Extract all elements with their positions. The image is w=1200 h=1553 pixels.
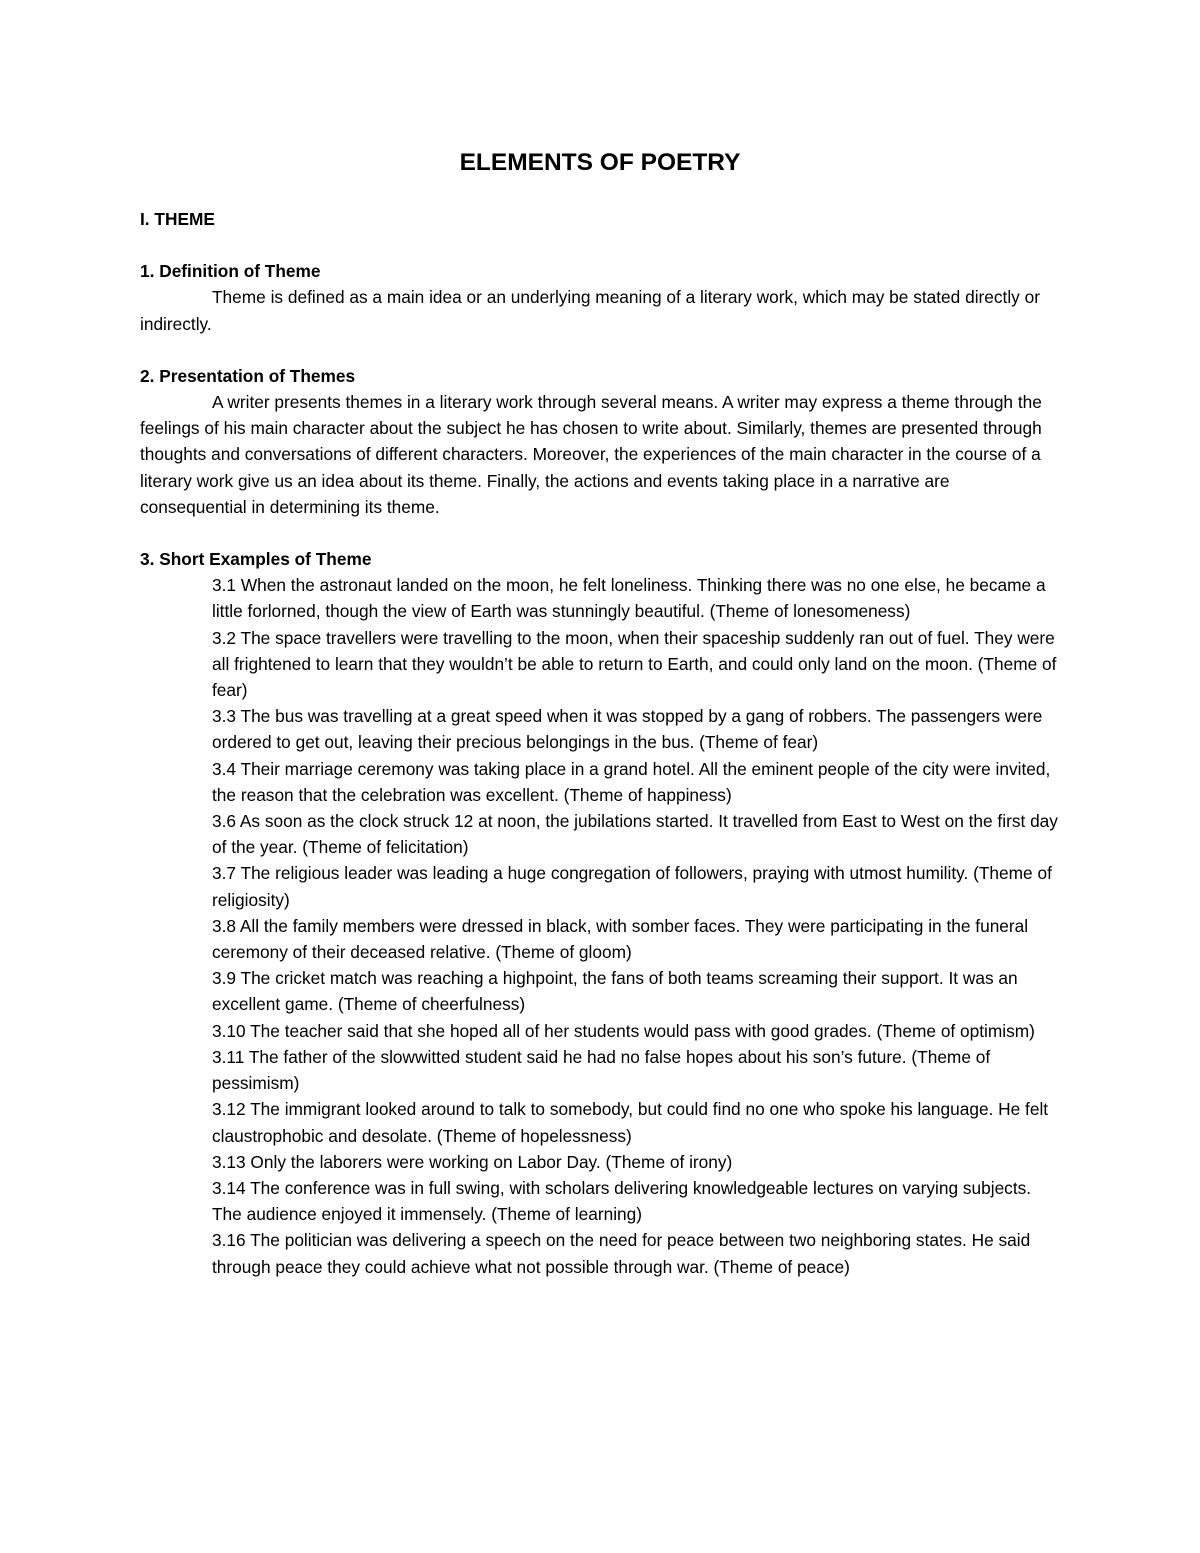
example-item: 3.3 The bus was travelling at a great speed when it was stopped by a gang of robbers. The passengers were ordered to get out, leaving their precious belongings in the bus. (Theme of fear): [212, 706, 1043, 753]
examples-list: [140, 572, 1060, 1279]
example-item: 3.13 Only the laborers were working on Labor Day. (Theme of irony): [212, 1151, 733, 1172]
section-heading-theme: I. THEME: [140, 209, 215, 229]
example-item: 3.10 The teacher said that she hoped all of her students would pass with good grades. (Theme of optimism): [212, 1020, 1035, 1041]
example-item: 3.6 As soon as the clock struck 12 at noon, the jubilations started. It travelled from East to West on the first day of the year. (Theme of felicitation): [212, 811, 1058, 858]
example-item: 3.12 The immigrant looked around to talk to somebody, but could find no one who spoke his language. He felt claustrophobic and desolate. (Theme of hopelessness): [212, 1099, 1049, 1146]
presentation-text: A writer presents themes in a literary work through several means. A writer may express a theme through the feelings of his main character about the subject he has chosen to write about. Similarly, themes are presented through thoughts and conversations of different characters. Moreover, the experiences of the main character in the course of a literary work give us an idea about its theme. Finally, the actions and events taking place in a narrative are consequential in determining its theme.: [140, 392, 1042, 517]
example-item: 3.8 All the family members were dressed in black, with somber faces. They were participating in the funeral ceremony of their deceased relative. (Theme of gloom): [212, 915, 1029, 963]
example-item: 3.1 When the astronaut landed on the moon, he felt loneliness. Thinking there was no one else, he became a little forlorned, though the view of Earth was stunningly beautiful. (Theme of lonesomeness): [212, 575, 1046, 622]
document-title: ELEMENTS OF POETRY: [459, 149, 741, 176]
document-content: [140, 146, 1060, 1306]
example-item: 3.16 The politician was delivering a speech on the need for peace between two neighboring states. He said through peace they could achieve what not possible through war. (Theme of peace): [212, 1230, 1031, 1277]
example-item: 3.7 The religious leader was leading a huge congregation of followers, praying with utmost humility. (Theme of religiosity): [212, 863, 1052, 910]
example-item: 3.9 The cricket match was reaching a highpoint, the fans of both teams screaming their support. It was an excellent game. (Theme of cheerfulness): [212, 968, 1018, 1015]
presentation-heading: 2. Presentation of Themes: [140, 365, 356, 386]
example-item: 3.2 The space travellers were travelling to the moon, when their spaceship suddenly ran out of fuel. They were all frightened to learn that they wouldn’t be able to return to Earth, and could only land on the moon. (Theme of fear): [212, 627, 1057, 701]
examples-section: [140, 546, 1060, 1280]
example-item: 3.14 The conference was in full swing, with scholars delivering knowledgeable lectures on varying subjects. The audience enjoyed it immensely. (Theme of learning): [212, 1177, 1032, 1225]
definition-text: Theme is defined as a main idea or an underlying meaning of a literary work, which may be stated directly or indirectly.: [140, 287, 1040, 334]
example-item: 3.4 Their marriage ceremony was taking place in a grand hotel. All the eminent people of the city were invited, the reason that the celebration was excellent. (Theme of happiness): [212, 758, 1051, 805]
examples-heading: 3. Short Examples of Theme: [140, 549, 372, 570]
definition-heading: 1. Definition of Theme: [140, 261, 321, 282]
example-item: 3.11 The father of the slowwitted student said he had no false hopes about his son’s future. (Theme of pessimism): [212, 1046, 991, 1094]
presentation-section: [140, 363, 1060, 520]
definition-section: [140, 258, 1060, 337]
